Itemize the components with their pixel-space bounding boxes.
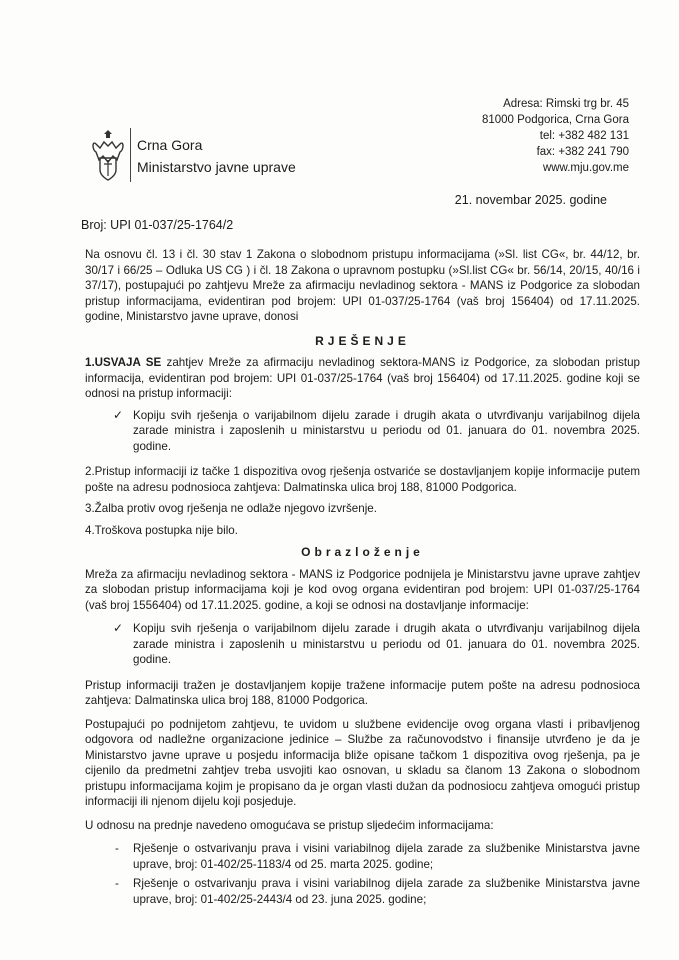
contact-address-block (482, 96, 629, 176)
bullet-dash: - (115, 877, 119, 890)
decision-point-2: 2.Pristup informaciji iz tačke 1 dispozitiva ovog rješenja ostvariće se dostavljanjem kopije informacije putem pošte na adresu podnosioca zahtjeva: Dalmatinska ulica broj 188, 81000 Podgorica. (85, 465, 640, 494)
document-date: 21. novembar 2025. godine (454, 193, 607, 207)
address-line: 81000 Podgorica, Crna Gora (481, 114, 629, 126)
document-body (85, 247, 640, 911)
header-divider (130, 128, 131, 182)
checkmark-icon: ✓ (113, 621, 124, 635)
list-item-text: Rješenje o ostvarivanju prava i visini variabilnog dijela zarade za službenike Ministarstva javne uprave, broj: 01-402/25-1183/4 od 25. marta 2025. godine; (133, 842, 640, 871)
checkmark-icon: ✓ (113, 407, 124, 422)
bullet-dash: - (115, 842, 119, 855)
fax-line: fax: +382 241 790 (536, 146, 629, 158)
website-line: www.mju.gov.me (542, 162, 629, 174)
list-item (115, 841, 640, 872)
decision-point-3: 3.Žalba protiv ovog rješenja ne odlaže njegovo izvršenje. (85, 502, 377, 515)
decision-check-text: Kopiju svih rješenja o varijabilnom dijelu zarade i drugih akata o utvrđivanju varijabilnog dijela zarade ministra i zaposlenih u ministarstvu u periodu od 01. januara do 01. novembra 2025. godine. (133, 408, 640, 453)
ministry-name: Ministarstvo javne uprave (137, 159, 296, 175)
montenegro-coat-of-arms-icon (90, 130, 126, 182)
intro-paragraph: Na osnovu čl. 13 i čl. 30 stav 1 Zakona o slobodnom pristupu informacijama (»Sl. list CG«, br. 44/12, br. 30/17 i 66/25 – Odluka US CG ) i čl. 18 Zakona o upravnom postupku (»Sl.list CG« br. 56/14, 20/15, 40/16 i 37/17), postupajući po zahtjevu Mreže za afirmaciju nevladinog sektora - MANS iz Podgorice za slobodan pristup informacijama, evidentiran pod brojem: UPI 01-037/25-1764 (vaš broj 156404) od 17.11.2025. godine, Ministarstvo javne uprave, donosi (85, 248, 640, 323)
decision-point-4: 4.Troškova postupka nije bilo. (85, 523, 238, 537)
reasoning-heading: Obrazloženje (301, 545, 424, 559)
phone-line: tel: +382 482 131 (539, 130, 629, 142)
reasoning-check-item (113, 621, 640, 668)
reasoning-paragraph-4: U odnosu na prednje navedeno omogućava se pristup sljedećim informacijama: (85, 818, 494, 832)
reasoning-paragraph-3: Postupajući po podnijetom zahtjevu, te uvidom u službene evidencije ovog organa vlasti i pribavljenog odgovora od nadležne organizacione jedinice – Službe za računovodstvo i finansije utvrđeno je da je Ministarstvo javne uprave u posjedu informacija bliže opisane tačkom 1 dispozitiva ovog rješenja, pa je cijenilo da predmetni zahtjev treba usvojiti kao osnovan, u skladu sa članom 13 Zakona o slobodnom pristupu informacijama kojim je propisano da je organ vlasti dužan da podnosiocu zahtjeva omogući pristup informaciji ili njenom dijelu koji posjeduje. (85, 717, 640, 808)
reasoning-check-text: Kopiju svih rješenja o varijabilnom dijelu zarade i drugih akata o utvrđivanju varijabilnog dijela zarade ministra i zaposlenih u ministarstvu u periodu od 01. januara do 01. novembra 2025. godine. (133, 622, 640, 666)
reasoning-paragraph-1: Mreža za afirmaciju nevladinog sektora - MANS iz Podgorice podnijela je Ministarstvu javne uprave zahtjev za slobodan pristup informacijama koji je kod ovog organa evidentiran pod brojem: UPI 01-037/25-1764 (vaš broj 1556404) od 17.11.2025. godine, a koji se odnosi na dostavljanje informacije: (85, 567, 640, 612)
decision-heading: RJEŠENJE (315, 333, 410, 348)
list-item-text: Rješenje o ostvarivanju prava i visini variabilnog dijela zarade za službenike Ministarstva javne uprave, broj: 01-402/25-2443/4 od 23. juna 2025. godine; (133, 877, 640, 906)
address-line: Adresa: Rimski trg br. 45 (503, 98, 629, 110)
reasoning-paragraph-2: Pristup informaciji tražen je dostavljanjem kopije tražene informacije putem pošte na adresu podnosioca zahtjeva: Dalmatinska ulica broj 188, 81000 Podgorica. (85, 678, 640, 707)
country-name: Crna Gora (137, 137, 203, 153)
decision-point-1-bold: 1.USVAJA SE (85, 356, 162, 369)
decision-check-item (113, 408, 640, 455)
organization-name (137, 134, 296, 178)
reference-number: Broj: UPI 01-037/25-1764/2 (81, 218, 234, 232)
list-item (115, 876, 640, 907)
decision-point-1 (85, 355, 640, 402)
decision-point-1-text: zahtjev Mreže za afirmaciju nevladinog sektora-MANS iz Podgorice, za slobodan pristup informacija, evidentiran pod brojem: UPI 01-037/25-1764 (vaš broj 156404) od 17.11.2025. godine koji se odnosi na pristup informaciji: (85, 356, 641, 400)
